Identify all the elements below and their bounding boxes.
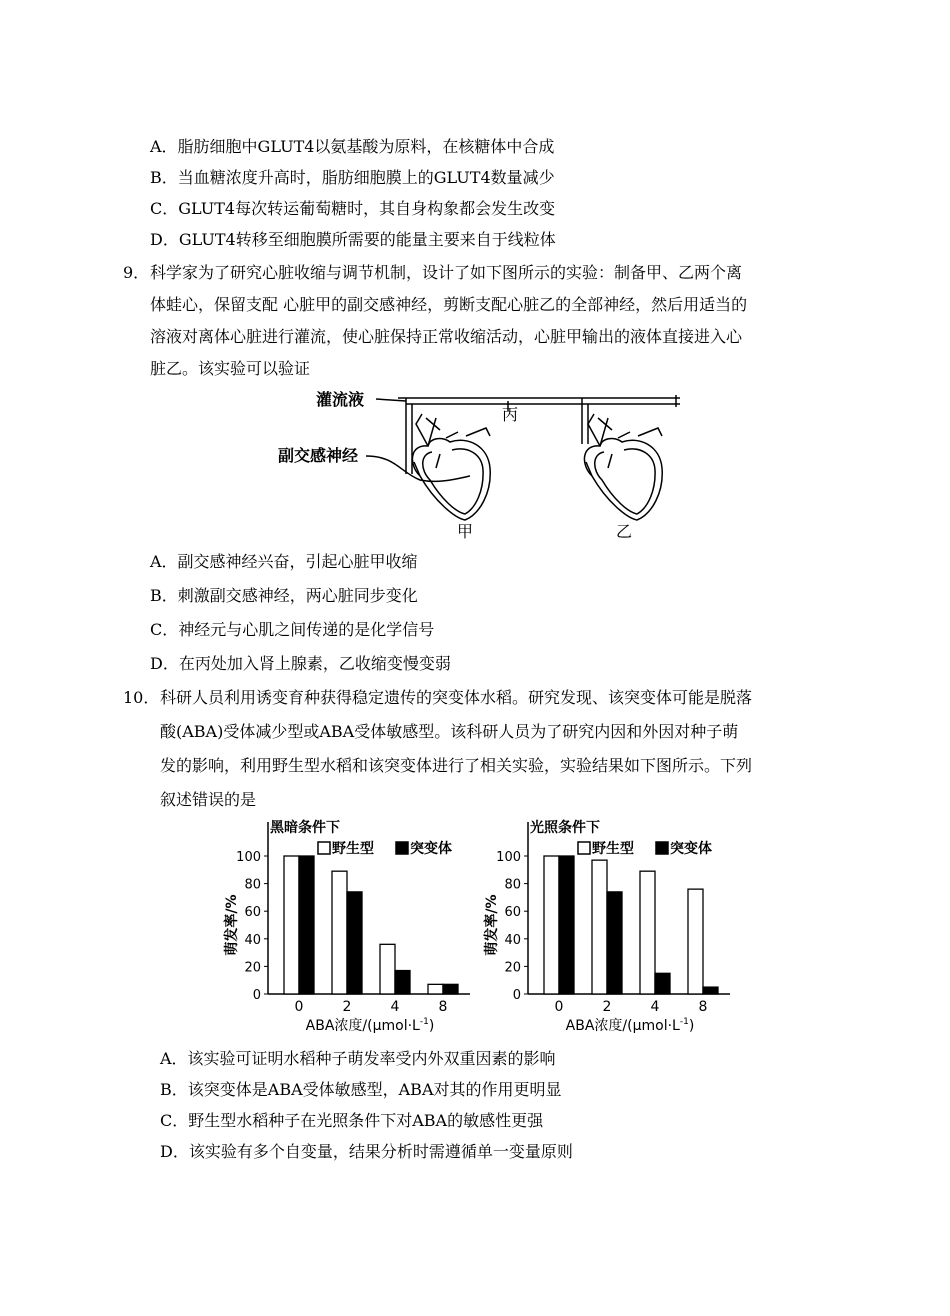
q9-stem-line-4: 脏乙。该实验可以验证 [150,359,311,378]
q9-stem-line-1: 科学家为了研究心脏收缩与调节机制，设计了如下图所示的实验：制备甲、乙两个离 [150,263,743,282]
x-axis-label-close: ) [688,1018,695,1034]
bar-mutant-0 [299,856,314,994]
label-parasympathetic-nerve: 副交感神经 [277,446,359,465]
x-tick-label: 4 [650,999,660,1015]
x-tick-label: 0 [294,999,304,1015]
q9-option-d: D．在丙处加入肾上腺素，乙收缩变慢变弱 [150,654,451,673]
bar-mutant-8 [703,987,718,994]
bar-wild-type-0 [284,856,299,994]
q9-stem-line-2: 体蛙心，保留支配 心脏甲的副交感神经，剪断支配心脏乙的全部神经，然后用适当的 [150,295,748,314]
bar-wild-type-4 [640,871,655,994]
bar-mutant-4 [395,971,410,994]
chart-title: 黑暗条件下 [270,820,340,836]
x-tick-label: 2 [342,999,352,1015]
legend-swatch-wild-type [318,842,330,854]
label-heart-jia: 甲 [456,522,474,541]
x-tick-label: 2 [602,999,612,1015]
q8-option-a: A．脂肪细胞中GLUT4以氨基酸为原料，在核糖体中合成 [150,137,555,156]
bar-mutant-2 [607,892,622,994]
q10-stem-line-3: 发的影响，利用野生型水稻和该突变体进行了相关实验，实验结果如下图所示。下列 [160,756,753,775]
chart-title: 光照条件下 [530,820,600,836]
bar-wild-type-2 [592,860,607,994]
q8-option-b: B．当血糖浓度升高时，脂肪细胞膜上的GLUT4数量减少 [150,168,555,187]
q9-stem-line-3: 溶液对离体心脏进行灌流，使心脏保持正常收缩活动，心脏甲输出的液体直接进入心 [150,327,743,346]
legend-label-mutant: 突变体 [410,841,452,857]
y-axis-label: 萌发率/% [484,894,500,956]
q10-stem-line-2: 酸(ABA)受体减少型或ABA受体敏感型。该科研人员为了研究内因和外因对种子萌 [160,722,739,741]
x-tick-label: 0 [554,999,564,1015]
x-tick-label: 8 [438,999,448,1015]
legend-label-mutant: 突变体 [670,841,712,857]
bar-wild-type-4 [380,944,395,994]
bar-wild-type-8 [428,984,443,994]
q9-option-c: C．神经元与心肌之间传递的是化学信号 [150,620,435,639]
x-axis-label [566,1017,695,1034]
bar-wild-type-8 [688,889,703,994]
y-tick-label: 20 [504,960,521,976]
x-axis-label-sup: -1 [419,1017,429,1027]
chart-dark-condition [220,816,480,1038]
bar-wild-type-2 [332,871,347,994]
y-tick-label: 40 [504,932,521,948]
q9-number: 9． [123,263,150,282]
label-perfusion: 灌流液 [315,390,365,409]
bar-mutant-4 [655,973,670,994]
q10-option-b: B．该突变体是ABA受体敏感型，ABA对其的作用更明显 [160,1080,562,1099]
bar-mutant-8 [443,984,458,994]
q8-option-c: C．GLUT4每次转运葡萄糖时，其自身构象都会发生改变 [150,199,556,218]
label-heart-yi: 乙 [615,522,633,541]
y-tick-label: 60 [504,905,521,921]
y-tick-label: 20 [244,960,261,976]
heart-experiment-figure [270,384,690,544]
q10-option-d: D．该实验有多个自变量，结果分析时需遵循单一变量原则 [160,1142,573,1161]
legend-swatch-mutant [656,842,668,854]
q9-option-b: B．刺激副交感神经，两心脏同步变化 [150,586,418,605]
y-tick-label: 0 [512,988,521,1003]
q8-option-d: D．GLUT4转移至细胞膜所需要的能量主要来自于线粒体 [150,230,556,249]
y-tick-label: 80 [504,877,521,893]
y-tick-label: 40 [244,932,261,948]
q10-option-c: C．野生型水稻种子在光照条件下对ABA的敏感性更强 [160,1111,544,1130]
x-axis-label [306,1017,435,1034]
legend-swatch-mutant [396,842,408,854]
legend-swatch-wild-type [578,842,590,854]
x-axis-label-main: ABA浓度/(μmol·L [305,1018,420,1034]
legend-label-wild-type: 野生型 [592,841,634,857]
legend-label-wild-type: 野生型 [332,841,374,857]
label-bing: 丙 [501,405,519,424]
x-axis-label-close: ) [428,1018,435,1034]
y-tick-label: 0 [252,988,261,1003]
bar-wild-type-0 [544,856,559,994]
q10-stem-line-4: 叙述错误的是 [160,790,257,809]
chart-light-condition [480,816,740,1038]
q10-number: 10． [123,688,160,707]
bar-mutant-0 [559,856,574,994]
x-axis-label-main: ABA浓度/(μmol·L [565,1018,680,1034]
y-tick-label: 100 [496,850,521,865]
y-tick-label: 60 [244,905,261,921]
x-tick-label: 4 [390,999,400,1015]
x-tick-label: 8 [698,999,708,1015]
q9-option-a: A．副交感神经兴奋，引起心脏甲收缩 [150,552,418,571]
q10-stem-line-1: 科研人员利用诱变育种获得稳定遗传的突变体水稻。研究发现、该突变体可能是脱落 [160,688,753,707]
bar-mutant-2 [347,892,362,994]
x-axis-label-sup: -1 [679,1017,689,1027]
y-axis-label: 萌发率/% [224,894,240,956]
q10-option-a: A．该实验可证明水稻种子萌发率受内外双重因素的影响 [160,1049,556,1068]
y-tick-label: 80 [244,877,261,893]
y-tick-label: 100 [236,850,261,865]
